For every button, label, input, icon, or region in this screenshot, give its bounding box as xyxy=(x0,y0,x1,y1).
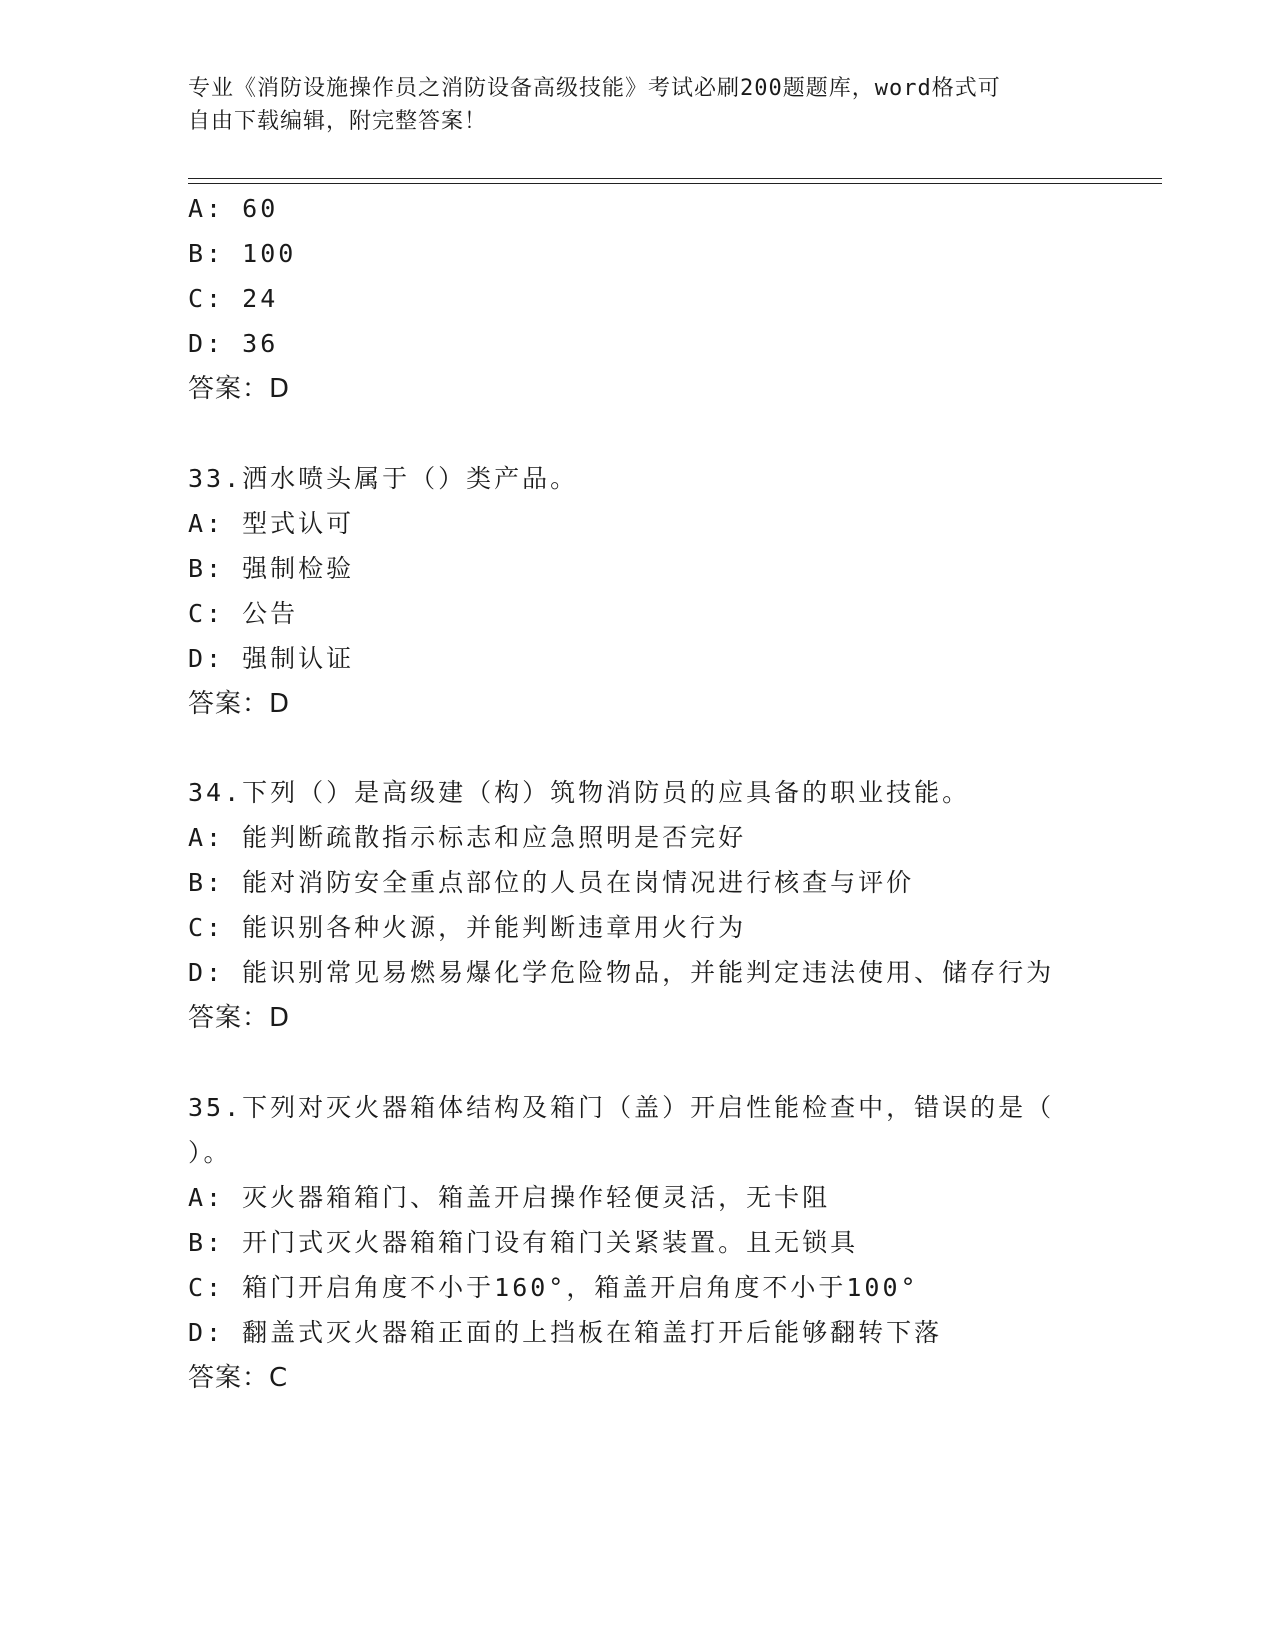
q35-question-line-2: ）。 xyxy=(188,1138,232,1167)
q35-question-line-1: 35.下列对灭火器箱体结构及箱门（盖）开启性能检查中，错误的是（ xyxy=(188,1093,1055,1122)
q33-option-a: A: 型式认可 xyxy=(188,509,355,538)
q34-option-d: D: 能识别常见易燃易爆化学危险物品，并能判定违法使用、储存行为 xyxy=(188,958,1055,987)
q33-option-c: C: 公告 xyxy=(188,599,299,628)
q34-answer: 答案：D xyxy=(188,1003,291,1033)
q34-question: 34.下列（）是高级建（构）筑物消防员的应具备的职业技能。 xyxy=(188,778,971,807)
q32-option-b: B: 100 xyxy=(188,239,297,268)
q32-option-c: C: 24 xyxy=(188,284,279,313)
q34-option-b: B: 能对消防安全重点部位的人员在岗情况进行核查与评价 xyxy=(188,868,915,897)
document-header xyxy=(188,72,1068,138)
q32-option-a: A: 60 xyxy=(188,194,279,223)
q33-option-d: D: 强制认证 xyxy=(188,644,355,673)
q34-option-c: C: 能识别各种火源，并能判断违章用火行为 xyxy=(188,913,747,942)
q35-option-a: A: 灭火器箱箱门、箱盖开启操作轻便灵活，无卡阻 xyxy=(188,1183,831,1212)
q35-answer: 答案：C xyxy=(188,1363,289,1393)
q33-question: 33.洒水喷头属于（）类产品。 xyxy=(188,464,579,493)
q34-option-a: A: 能判断疏散指示标志和应急照明是否完好 xyxy=(188,823,747,852)
q35-option-d: D: 翻盖式灭火器箱正面的上挡板在箱盖打开后能够翻转下落 xyxy=(188,1318,943,1347)
header-line-1: 专业《消防设施操作员之消防设备高级技能》考试必刷200题题库，word格式可 xyxy=(188,76,1001,101)
q32-answer: 答案：D xyxy=(188,374,291,404)
q35-option-b: B: 开门式灭火器箱箱门设有箱门关紧装置。且无锁具 xyxy=(188,1228,859,1257)
q33-answer: 答案：D xyxy=(188,689,291,719)
header-divider-bottom xyxy=(188,183,1162,184)
q35-option-c: C: 箱门开启角度不小于160°，箱盖开启角度不小于100° xyxy=(188,1273,919,1302)
q32-option-d: D: 36 xyxy=(188,329,279,358)
q33-option-b: B: 强制检验 xyxy=(188,554,355,583)
header-divider-top xyxy=(188,178,1162,179)
header-line-2: 自由下载编辑，附完整答案！ xyxy=(188,109,488,134)
